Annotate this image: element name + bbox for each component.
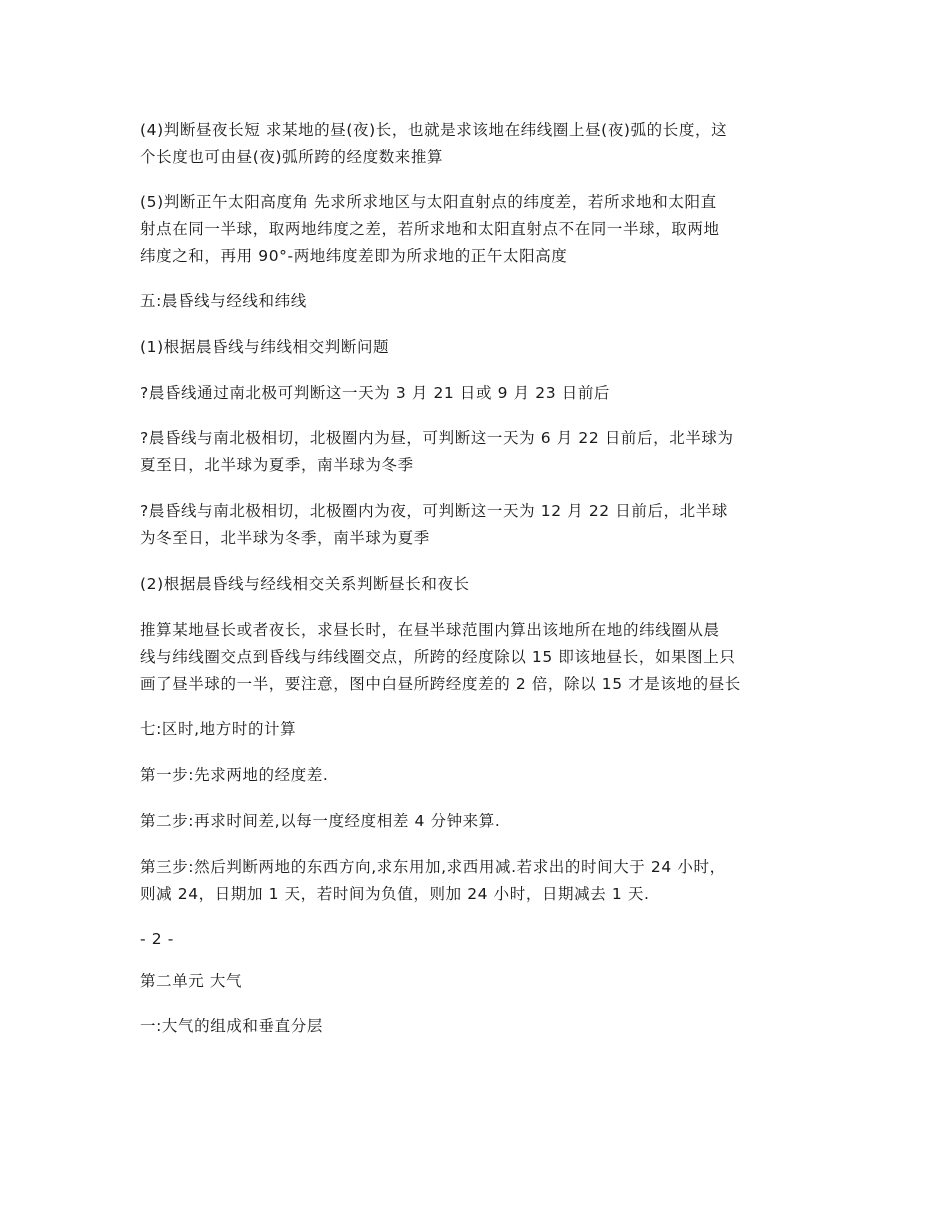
section-heading: [140, 716, 820, 743]
text-line: 推算某地昼长或者夜长，求昼长时，在昼半球范围内算出该地所在地的纬线圈从晨: [140, 621, 720, 639]
step-paragraph: [140, 808, 820, 835]
text-line: 第三步:然后判断两地的东西方向,求东用加,求西用减.若求出的时间大于 24 小时，: [140, 858, 726, 876]
text-line: (5)判断正午太阳高度角 先求所求地区与太阳直射点的纬度差，若所求地和太阳直: [140, 193, 717, 211]
unit-heading: [140, 968, 820, 995]
text-line: 一:大气的组成和垂直分层: [140, 1017, 323, 1035]
subsection-heading: [140, 334, 820, 361]
text-line: 个长度也可由昼(夜)弧所跨的经度数来推算: [140, 148, 444, 166]
text-line: 第二单元 大气: [140, 972, 243, 990]
text-line: ?晨昏线与南北极相切，北极圈内为夜，可判断这一天为 12 月 22 日前后，北半球: [140, 502, 728, 520]
paragraph-day-length-calc: [140, 617, 820, 698]
paragraph-day-night-length: [140, 117, 820, 171]
section-heading: [140, 1013, 820, 1040]
text-line: 第二步:再求时间差,以每一度经度相差 4 分钟来算.: [140, 812, 501, 830]
text-line: 则减 24，日期加 1 天，若时间为负值，则加 24 小时，日期减去 1 天.: [140, 885, 650, 903]
text-line: (1)根据晨昏线与纬线相交判断问题: [140, 338, 390, 356]
subsection-heading: [140, 571, 820, 598]
bullet-paragraph: [140, 425, 820, 479]
text-line: 五:晨昏线与经线和纬线: [140, 292, 307, 310]
text-line: 画了昼半球的一半，要注意，图中白昼所跨经度差的 2 倍，除以 15 才是该地的昼长: [140, 675, 741, 693]
text-line: 线与纬线圈交点到昏线与纬线圈交点，所跨的经度除以 15 即该地昼长，如果图上只: [140, 648, 736, 666]
bullet-paragraph: [140, 498, 820, 552]
text-line: ?晨昏线通过南北极可判断这一天为 3 月 21 日或 9 月 23 日前后: [140, 384, 611, 402]
text-line: 第一步:先求两地的经度差.: [140, 766, 329, 784]
text-line: 夏至日，北半球为夏季，南半球为冬季: [140, 456, 414, 474]
text-line: 七:区时,地方时的计算: [140, 720, 297, 738]
section-heading: [140, 288, 820, 315]
text-line: 射点在同一半球，取两地纬度之差，若所求地和太阳直射点不在同一半球，取两地: [140, 220, 720, 238]
text-line: 为冬至日，北半球为冬季，南半球为夏季: [140, 529, 430, 547]
text-line: (2)根据晨昏线与经线相交关系判断昼长和夜长: [140, 575, 470, 593]
text-line: 纬度之和，再用 90°-两地纬度差即为所求地的正午太阳高度: [140, 247, 568, 265]
paragraph-noon-sun-angle: [140, 189, 820, 270]
step-paragraph: [140, 854, 820, 908]
text-line: ?晨昏线与南北极相切，北极圈内为昼，可判断这一天为 6 月 22 日前后，北半球为: [140, 429, 734, 447]
bullet-paragraph: [140, 380, 820, 407]
step-paragraph: [140, 762, 820, 789]
text-line: (4)判断昼夜长短 求某地的昼(夜)长，也就是求该地在纬线圈上昼(夜)弧的长度，这: [140, 121, 728, 139]
text-line: - 2 -: [140, 930, 174, 948]
page-number: [140, 926, 820, 953]
